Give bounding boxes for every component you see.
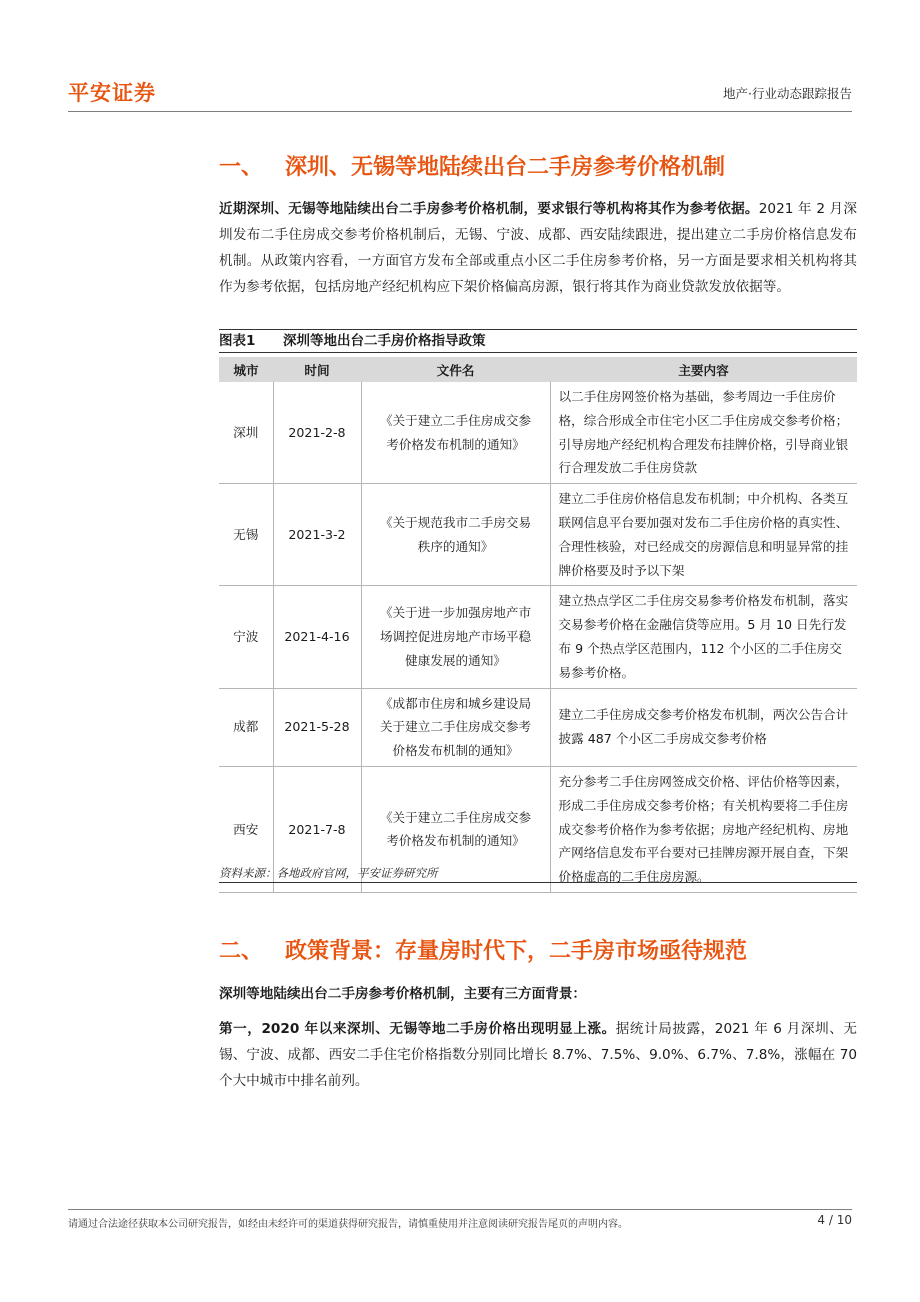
- cell-date: 2021-3-2: [273, 484, 361, 586]
- footer-divider: [68, 1209, 852, 1210]
- section1-title: 深圳、无锡等地陆续出台二手房参考价格机制: [285, 155, 726, 180]
- section2-number: 二、: [219, 939, 264, 964]
- section1-lead: 近期深圳、无锡等地陆续出台二手房参考价格机制，要求银行等机构将其作为参考依据。: [219, 201, 759, 217]
- header-divider: [68, 111, 852, 112]
- section2-intro: [219, 981, 857, 1007]
- cell-content: 充分参考二手住房网签成交价格、评估价格等因素，形成二手住房成交参考价格；有关机构要将二手住房成交参考价格作为参考依据；房地产经纪机构、房地产网络信息发布平台要对已挂牌房源开展自查，下架价格虚高的二手住房房源。: [550, 766, 857, 892]
- section1-number: 一、: [219, 155, 264, 180]
- cell-document: 《成都市住房和城乡建设局关于建立二手住房成交参考价格发布机制的通知》: [361, 688, 550, 766]
- footer-disclaimer: 请通过合法途径获取本公司研究报告，如经由未经许可的渠道获得研究报告，请慎重使用并注意阅读研究报告尾页的声明内容。: [68, 1219, 628, 1230]
- table-source: 资料来源：各地政府官网，平安证券研究所: [219, 864, 857, 883]
- cell-date: 2021-7-8: [273, 766, 361, 892]
- table-row: [219, 688, 857, 766]
- cell-date: 2021-5-28: [273, 688, 361, 766]
- header-city: 城市: [219, 357, 273, 382]
- table-row: [219, 484, 857, 586]
- policy-table: [219, 357, 857, 893]
- table-header-row: [219, 357, 857, 382]
- table-label: 图表1: [219, 333, 256, 349]
- table-row: [219, 586, 857, 688]
- table-title: 深圳等地出台二手房价格指导政策: [283, 333, 486, 349]
- cell-content: 建立热点学区二手住房交易参考价格发布机制，落实交易参考价格在金融信贷等应用。5 月 10 日先行发布 9 个热点学区范围内，112 个小区的二手住房交易参考价格。: [550, 586, 857, 688]
- section2-point1-lead: 第一，2020 年以来深圳、无锡等地二手房价格出现明显上涨。: [219, 1021, 616, 1037]
- table-row: [219, 382, 857, 484]
- section1-paragraph: [219, 196, 857, 300]
- header-document: 文件名: [361, 357, 550, 382]
- cell-content: 建立二手住房价格信息发布机制；中介机构、各类互联网信息平台要加强对发布二手住房价格的真实性、合理性核验，对已经成交的房源信息和明显异常的挂牌价格要及时予以下架: [550, 484, 857, 586]
- cell-document: 《关于进一步加强房地产市场调控促进房地产市场平稳健康发展的通知》: [361, 586, 550, 688]
- section1-heading: [219, 150, 725, 181]
- section2-point1: [219, 1016, 857, 1094]
- cell-city: 宁波: [219, 586, 273, 688]
- company-logo: 平安证券: [68, 81, 156, 105]
- cell-document: 《关于建立二手住房成交参考价格发布机制的通知》: [361, 382, 550, 484]
- table-caption: [219, 329, 857, 353]
- report-type: 地产·行业动态跟踪报告: [723, 86, 852, 101]
- header-date: 时间: [273, 357, 361, 382]
- cell-city: 无锡: [219, 484, 273, 586]
- cell-city: 成都: [219, 688, 273, 766]
- cell-city: 西安: [219, 766, 273, 892]
- section2-point1-body: 据统计局披露，2021 年 6 月深圳、无锡、宁波、成都、西安二手住宅价格指数分别同比增长 8.7%、7.5%、9.0%、6.7%、7.8%，涨幅在 70 个大中城市中排名前列。: [219, 1021, 857, 1089]
- section2-title: 政策背景：存量房时代下，二手房市场亟待规范: [285, 939, 748, 964]
- cell-date: 2021-4-16: [273, 586, 361, 688]
- section1-body: 2021 年 2 月深圳发布二手住房成交参考价格机制后，无锡、宁波、成都、西安陆续跟进，提出建立二手房价格信息发布机制。从政策内容看，一方面官方发布全部或重点小区二手住房参考价格，另一方面是要求相关机构将其作为参考依据，包括房地产经纪机构应下架价格偏高房源，银行将其作为商业贷款发放依据等。: [219, 201, 857, 295]
- cell-content: 建立二手住房成交参考价格发布机制，两次公告合计披露 487 个小区二手房成交参考价格: [550, 688, 857, 766]
- cell-date: 2021-2-8: [273, 382, 361, 484]
- page-number: 4 / 10: [817, 1213, 852, 1227]
- cell-document: 《关于规范我市二手房交易秩序的通知》: [361, 484, 550, 586]
- cell-content: 以二手住房网签价格为基础，参考周边一手住房价格，综合形成全市住宅小区二手住房成交参考价格；引导房地产经纪机构合理发布挂牌价格，引导商业银行合理发放二手住房贷款: [550, 382, 857, 484]
- section2-heading: [219, 934, 747, 965]
- cell-city: 深圳: [219, 382, 273, 484]
- header-content: 主要内容: [550, 357, 857, 382]
- section2-intro-text: 深圳等地陆续出台二手房参考价格机制，主要有三方面背景：: [219, 986, 587, 1002]
- cell-document: 《关于建立二手住房成交参考价格发布机制的通知》: [361, 766, 550, 892]
